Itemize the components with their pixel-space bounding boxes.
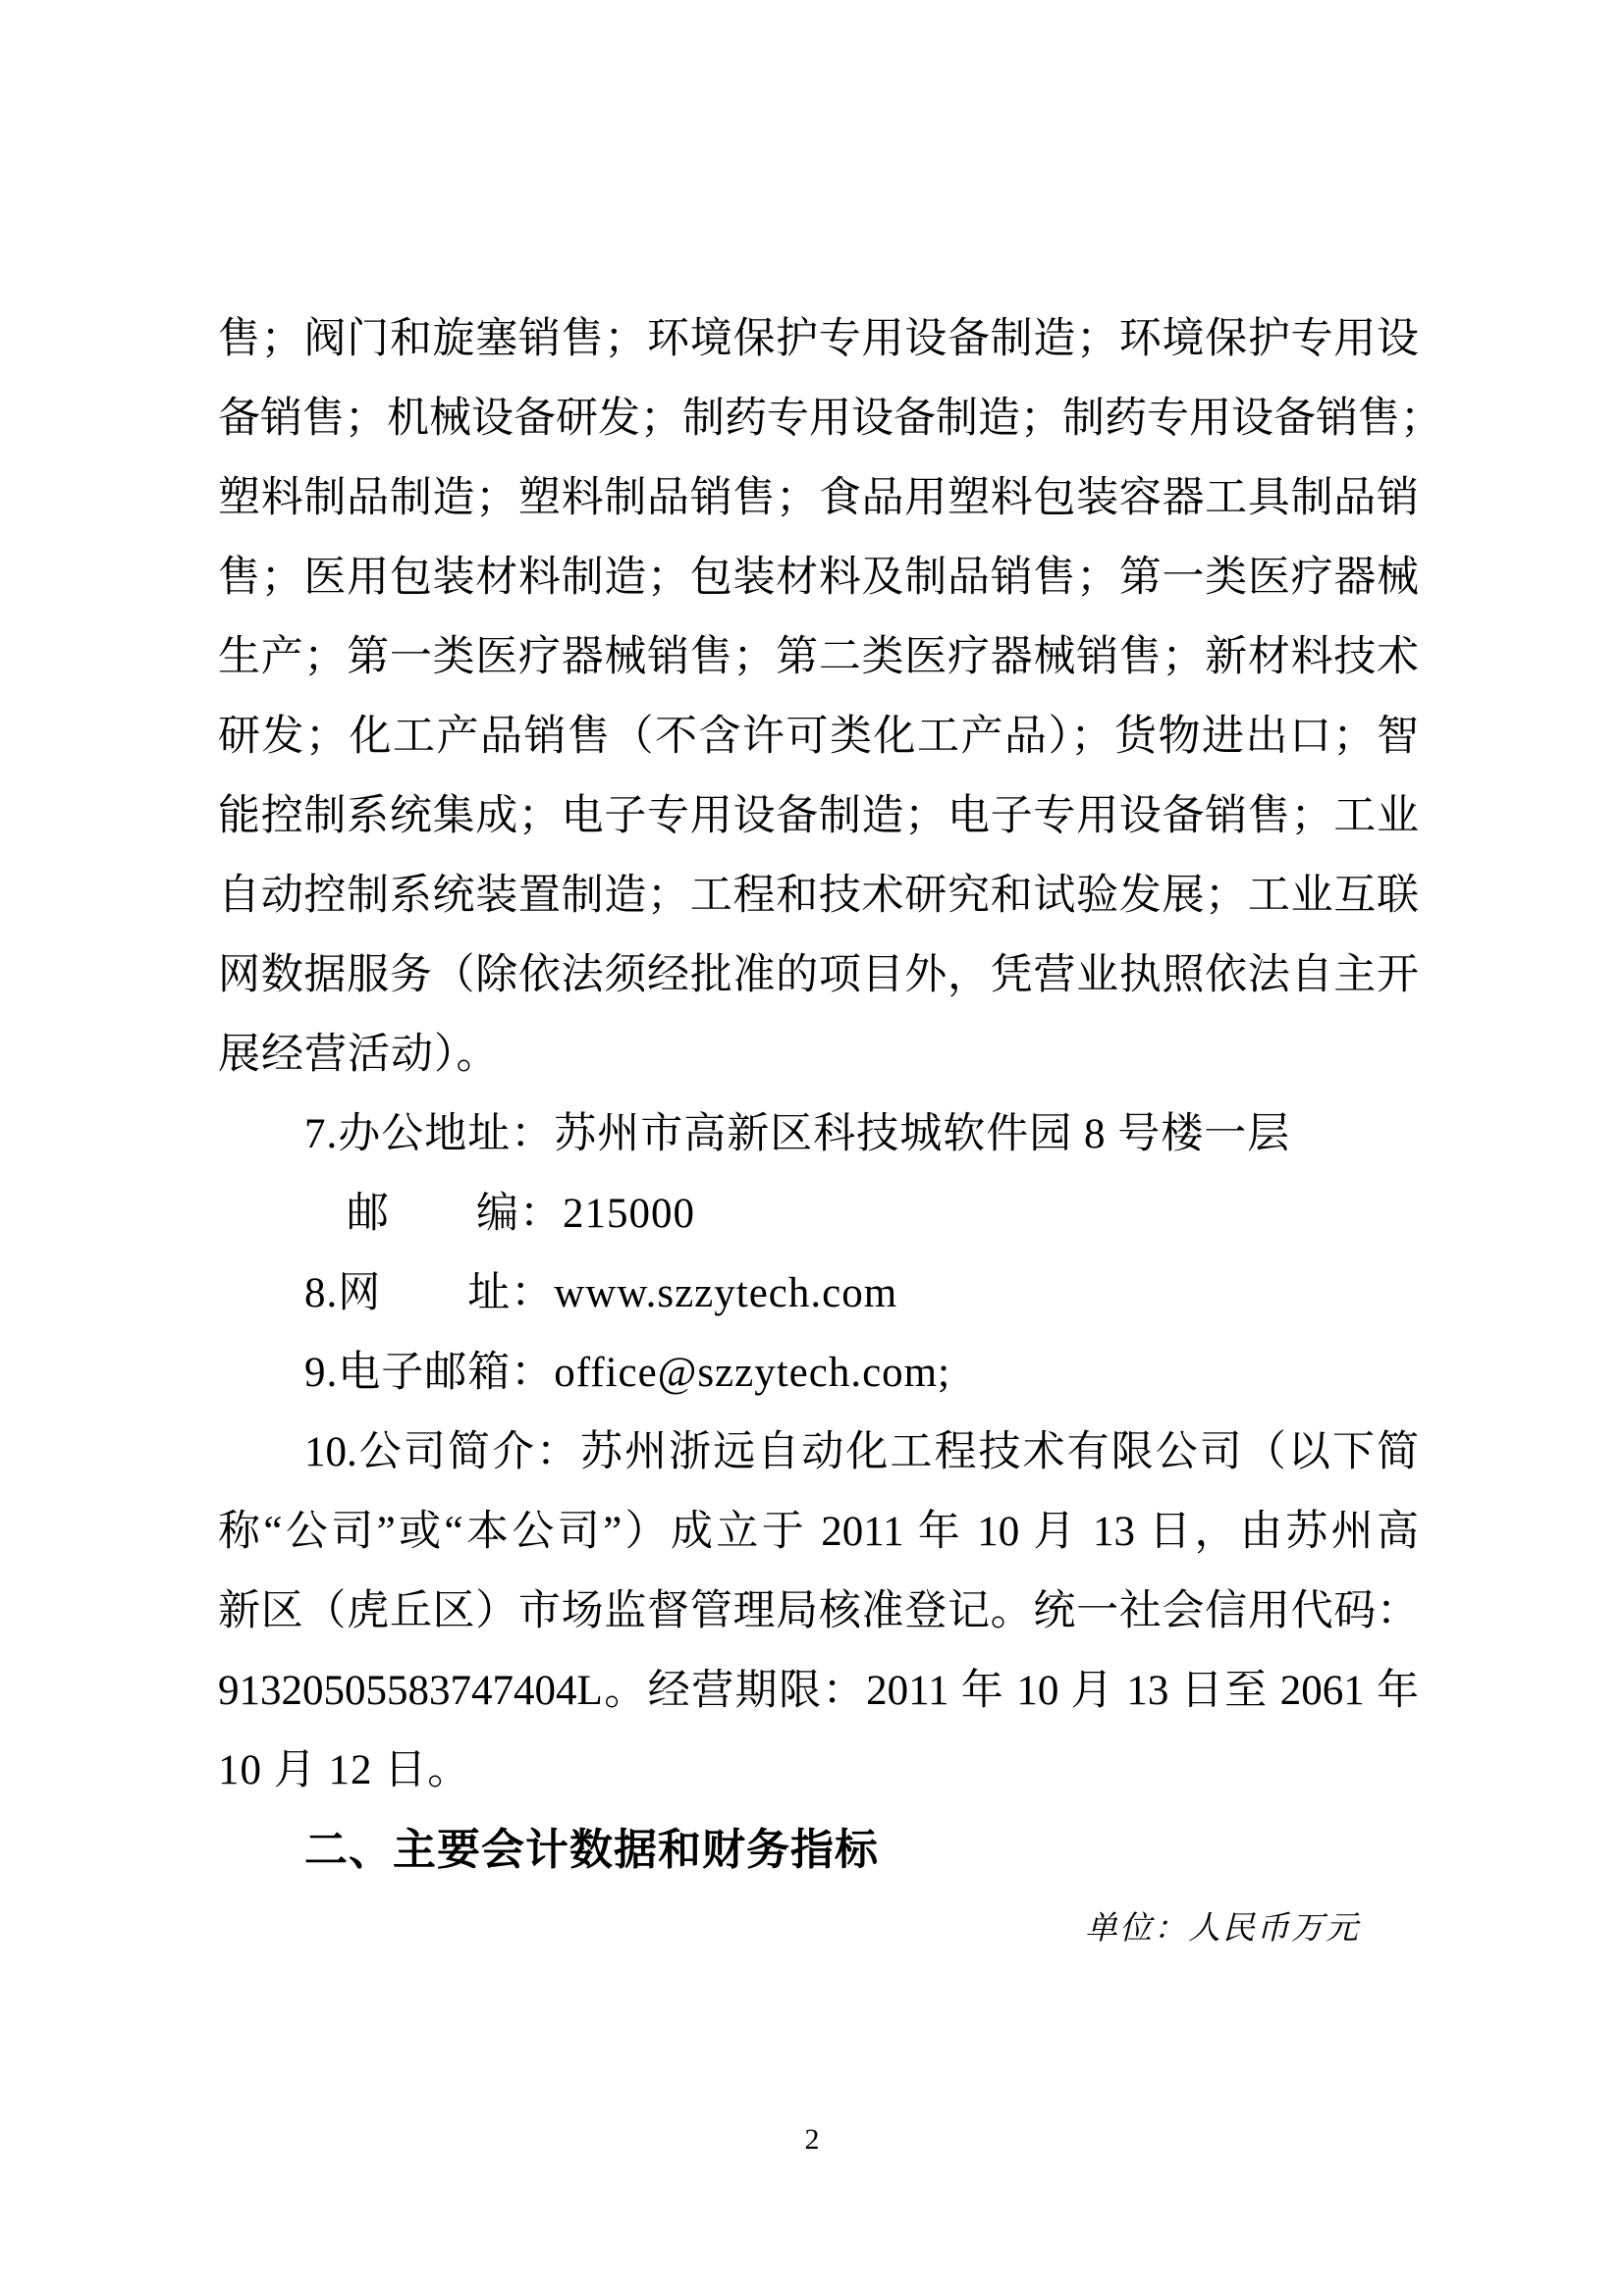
body-line: 备销售；机械设备研发；制药专用设备制造；制药专用设备销售； (218, 396, 1442, 442)
postal-code-line: 邮 编：215000 (347, 1191, 695, 1237)
body-line: 售；医用包装材料制造；包装材料及制品销售；第一类医疗器械 (218, 555, 1419, 601)
body-line: 塑料制品制造；塑料制品销售；食品用塑料包装容器工具制品销 (218, 475, 1419, 521)
body-line: 10 月 12 日。 (218, 1747, 471, 1793)
company-profile-line: 10.公司简介：苏州浙远自动化工程技术有限公司（以下简 (304, 1429, 1419, 1475)
email-line: 9.电子邮箱：office@szzytech.com; (304, 1350, 951, 1396)
section-heading: 二、主要会计数据和财务指标 (304, 1826, 879, 1874)
page-number: 2 (804, 2123, 820, 2156)
unit-note: 单位：人民币万元 (1085, 1911, 1360, 1947)
body-line: 研发；化工产品销售（不含许可类化工产品）；货物进出口；智 (218, 714, 1419, 760)
body-line: 售；阀门和旋塞销售；环境保护专用设备制造；环境保护专用设 (218, 316, 1419, 362)
body-line: 生产；第一类医疗器械销售；第二类医疗器械销售；新材料技术 (218, 634, 1419, 680)
body-line: 展经营活动）。 (218, 1032, 500, 1078)
body-line: 能控制系统集成；电子专用设备制造；电子专用设备销售；工业 (218, 793, 1419, 839)
body-line: 称“公司”或“本公司”）成立于 2011 年 10 月 13 日，由苏州高 (218, 1509, 1419, 1555)
page-body (218, 299, 1442, 1969)
body-line: 网数据服务（除依法须经批准的项目外，凭营业执照依法自主开 (218, 952, 1419, 998)
website-line: 8.网 址：www.szzytech.com (304, 1270, 898, 1316)
body-line: 91320505583747404L。经营期限：2011 年 10 月 13 日至 2061 年 (218, 1668, 1419, 1714)
office-address-line: 7.办公地址：苏州市高新区科技城软件园 8 号楼一层 (304, 1111, 1291, 1157)
body-line: 新区（虎丘区）市场监督管理局核准登记。统一社会信用代码： (218, 1588, 1419, 1634)
body-line: 自动控制系统装置制造；工程和技术研究和试验发展；工业互联 (218, 873, 1419, 919)
